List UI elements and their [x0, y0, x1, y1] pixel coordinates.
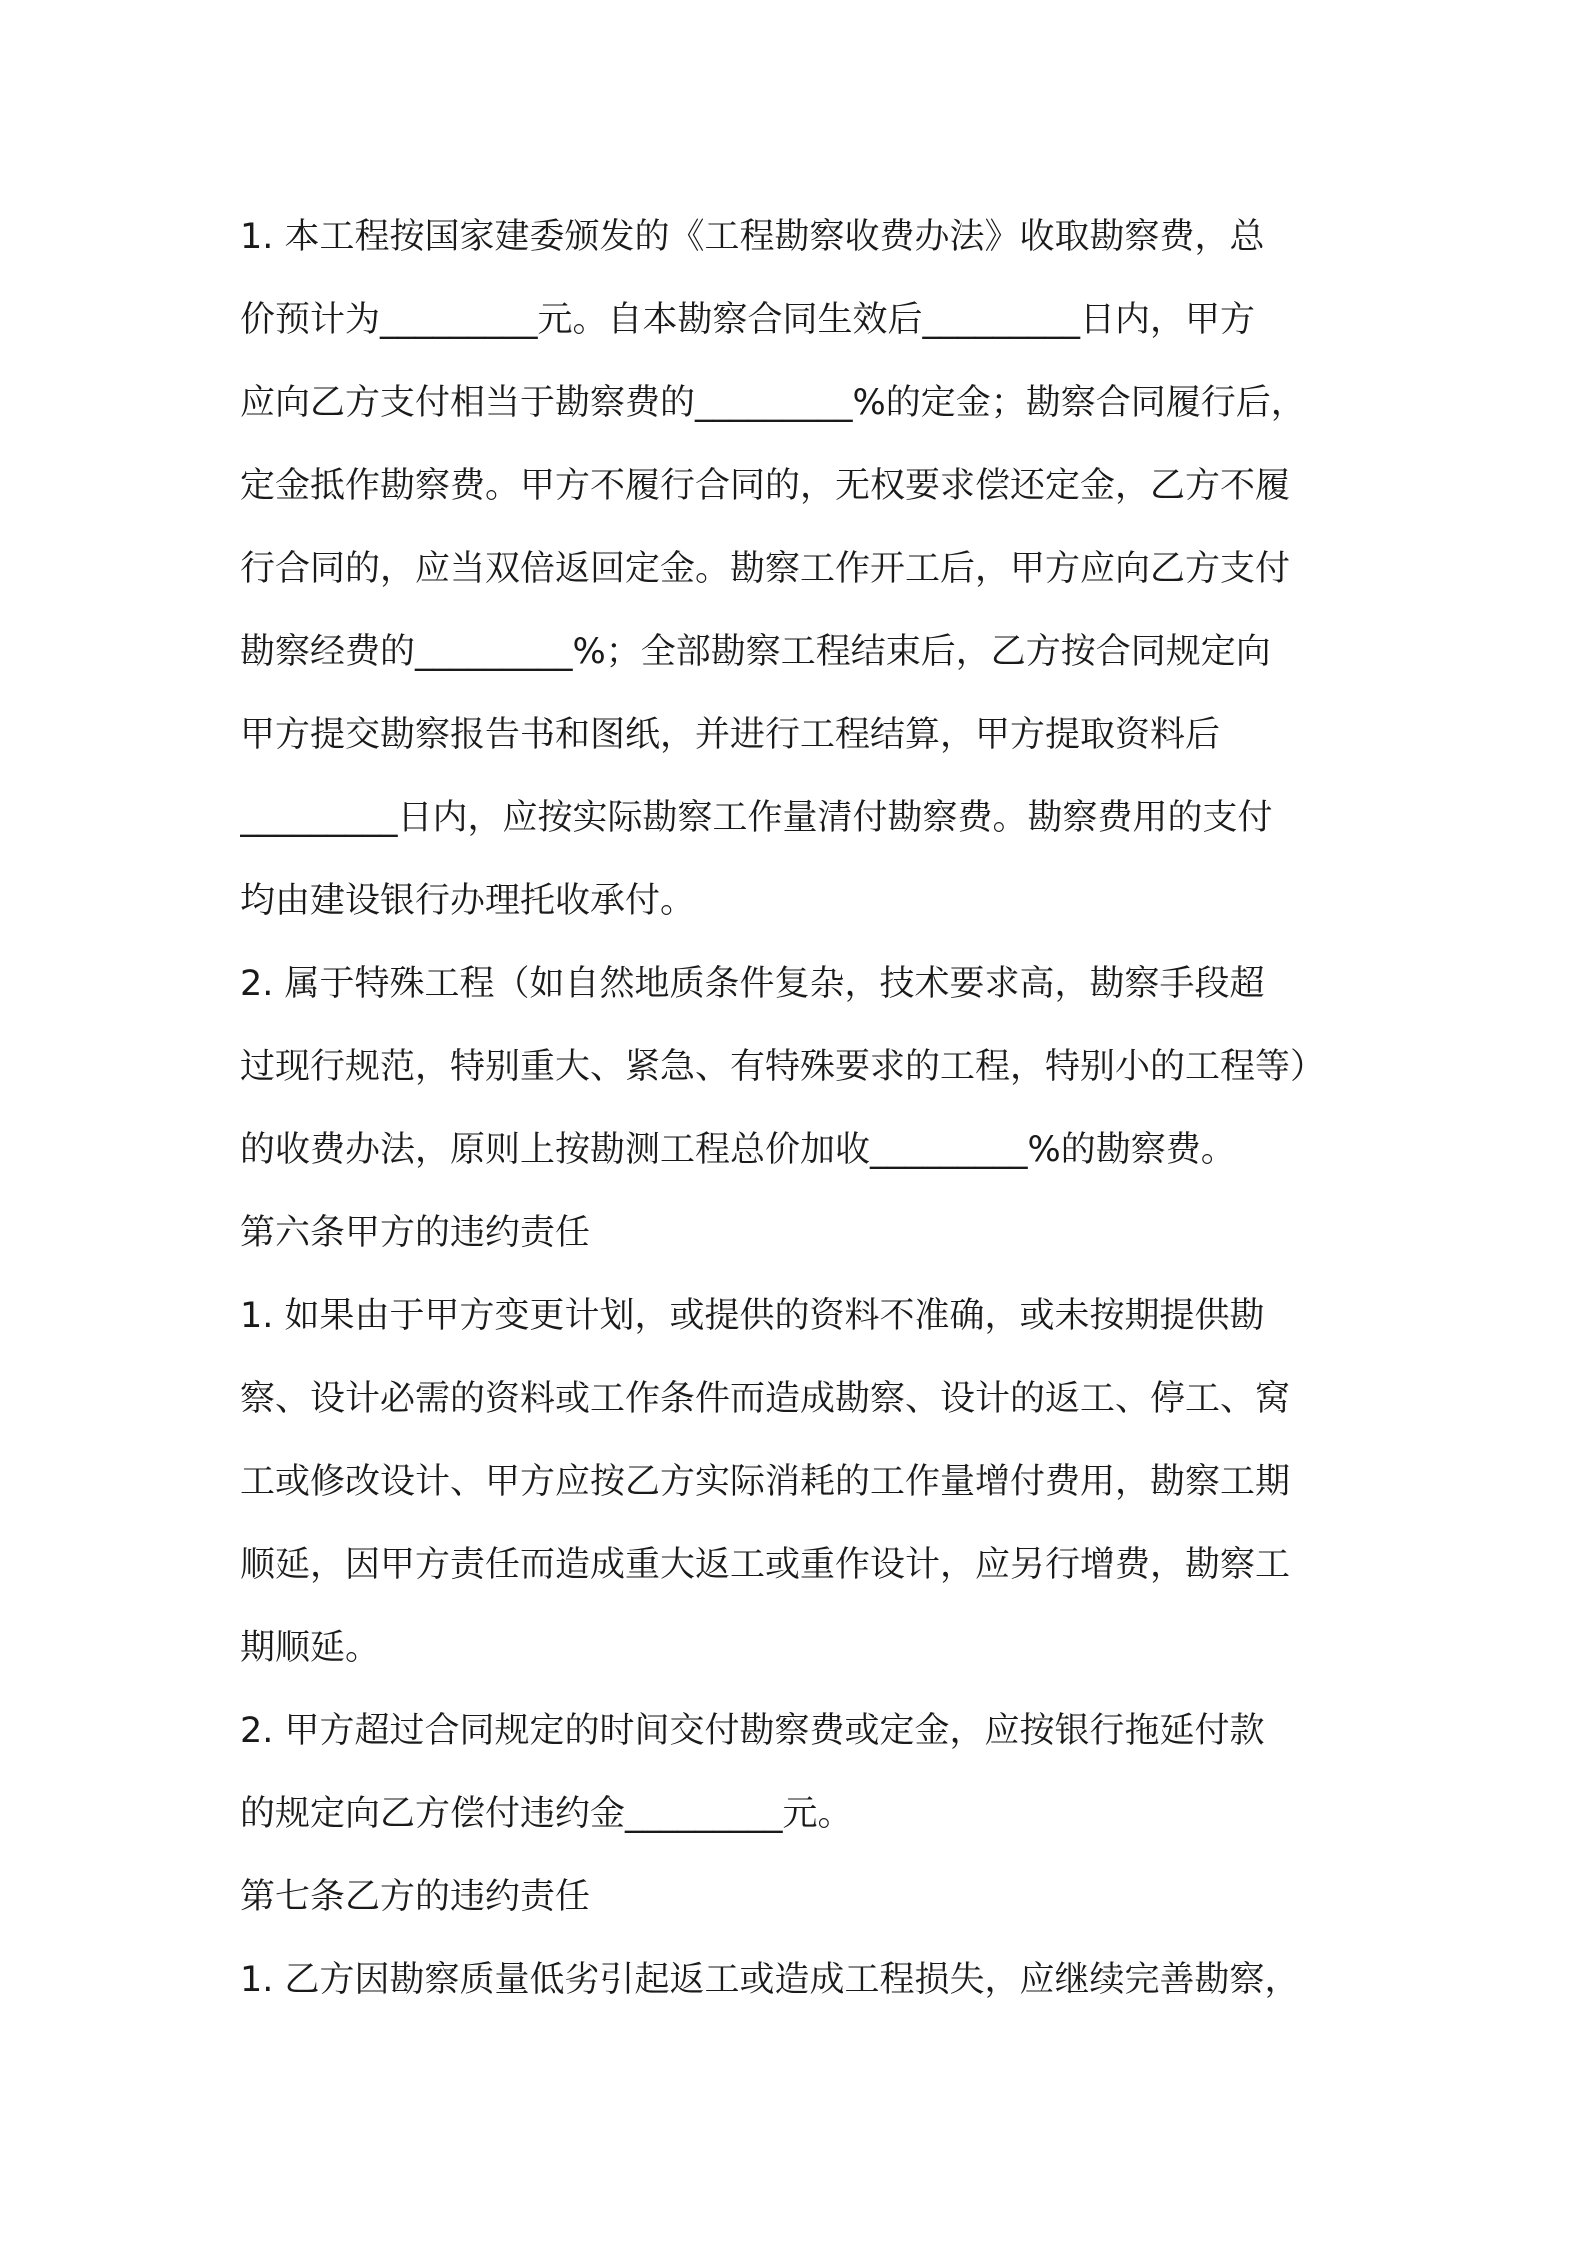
text-line: 过现行规范，特别重大、紧急、有特殊要求的工程，特别小的工程等）	[240, 1047, 1326, 1087]
text-line: 定金抵作勘察费。甲方不履行合同的，无权要求偿还定金，乙方不履	[240, 466, 1291, 506]
text-line: 价预计为_________元。自本勘察合同生效后_________日内，甲方	[240, 300, 1256, 340]
document-body	[240, 196, 1386, 2022]
text-line: 的规定向乙方偿付违约金_________元。	[240, 1794, 853, 1834]
text-line: 甲方提交勘察报告书和图纸，并进行工程结算，甲方提取资料后	[240, 715, 1221, 755]
section-heading: 第七条乙方的违约责任	[240, 1877, 591, 1917]
text-line: 应向乙方支付相当于勘察费的_________%的定金；勘察合同履行后，	[240, 383, 1306, 423]
text-line: 行合同的，应当双倍返回定金。勘察工作开工后，甲方应向乙方支付	[240, 549, 1291, 589]
text-line: 2. 甲方超过合同规定的时间交付勘察费或定金，应按银行拖延付款	[240, 1711, 1265, 1751]
text-line: 的收费办法，原则上按勘测工程总价加收_________%的勘察费。	[240, 1130, 1236, 1170]
text-line: 1. 本工程按国家建委颁发的《工程勘察收费办法》收取勘察费，总	[240, 217, 1265, 257]
text-line: 顺延，因甲方责任而造成重大返工或重作设计，应另行增费，勘察工	[240, 1545, 1291, 1585]
text-line: 1. 乙方因勘察质量低劣引起返工或造成工程损失，应继续完善勘察，	[240, 1960, 1300, 2000]
text-line: 察、设计必需的资料或工作条件而造成勘察、设计的返工、停工、窝	[240, 1379, 1291, 1419]
text-line: 工或修改设计、甲方应按乙方实际消耗的工作量增付费用，勘察工期	[240, 1462, 1291, 1502]
text-line: 1. 如果由于甲方变更计划，或提供的资料不准确，或未按期提供勘	[240, 1296, 1265, 1336]
text-line: 勘察经费的_________%；全部勘察工程结束后，乙方按合同规定向	[240, 632, 1271, 672]
text-line: 2. 属于特殊工程（如自然地质条件复杂，技术要求高，勘察手段超	[240, 964, 1265, 1004]
text-line: _________日内，应按实际勘察工作量清付勘察费。勘察费用的支付	[240, 798, 1273, 838]
text-line: 均由建设银行办理托收承付。	[240, 881, 696, 921]
section-heading: 第六条甲方的违约责任	[240, 1213, 591, 1253]
text-line: 期顺延。	[240, 1628, 381, 1668]
